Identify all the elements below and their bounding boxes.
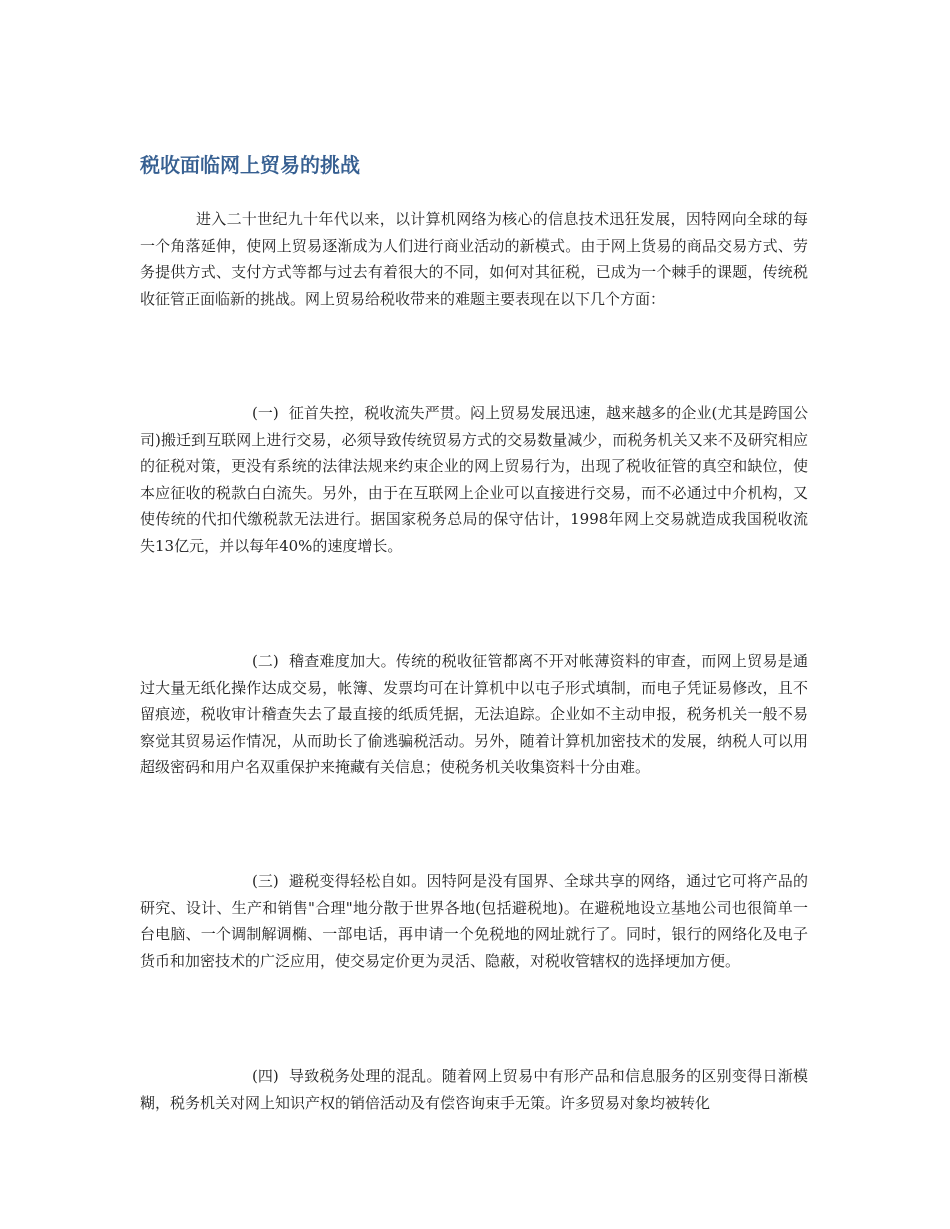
page-title: 税收面临网上贸易的挑战	[140, 153, 360, 177]
section-text: 导致税务处理的混乱。随着网上贸易中有形产品和信息服务的区别变得日渐模糊，税务机关对网上知识产权的销倍活动及有偿咨询束手无策。许多贸易对象均被转化	[140, 1067, 808, 1112]
intro-paragraph: 进入二十世纪九十年代以来，以计算机网络为核心的信息技术迅狂发展，因特网向全球的每一个角落延伸，使网上贸易逐渐成为人们进行商业活动的新模式。由于网上货易的商品交易方式、劳务提供方式、支付方式等都与过去有着很大的不同，如何对其征税，已成为一个棘手的课题，传统税收征管正面临新的挑战。网上贸易给税收带来的难题主要表现在以下几个方面：	[140, 210, 808, 308]
section-paragraph-3	[140, 868, 808, 974]
section-paragraph-4	[140, 1063, 808, 1116]
section-marker: (一)	[252, 404, 279, 422]
section-text: 稽查难度加大。传统的税收征管都离不开对帐薄资料的审查，而网上贸易是通过大量无纸化操作达成交易，帐簿、发票均可在计算机中以屯子形式填制，而电子凭证易修改，且不留痕迹，税收审计稽查失去了最直接的纸质凭据，无法追踪。企业如不主动申报，税务机关一般不易察觉其贸易运作情况，从而助长了偷逃骗税活动。另外，随着计算机加密技术的发展，纳税人可以用超级密码和用户名双重保护来掩藏有关信息；使税务机关收集资料十分由难。	[140, 652, 808, 777]
section-marker: (四)	[252, 1067, 279, 1085]
section-text: 避税变得轻松自如。因特阿是没有国界、全球共享的网络，通过它可将产品的研究、设计、生产和销售"合理"地分散于世界各地(包括避税地)。在避税地设立基地公司也很简单一台电脑、一个调制解调椭、一部电话，再申请一个免税地的网址就行了。同时，银行的网络化及电子货币和加密技术的广泛应用，使交易定价更为灵活、隐蔽，对税收管辖权的选择埂加方便。	[140, 872, 808, 970]
section-text: 征首失控，税收流失严贯。闷上贸易发展迅速，越来越多的企业(尤其是跨国公司)搬迁到互联网上进行交易，必须导致传统贸易方式的交易数量减少，而税务机关又来不及研究相应的征税对策，更没有系统的法律法规来约束企业的网上贸易行为，出现了税收征管的真空和缺位，使本应征收的税款白白流失。另外，由于在互联网上企业可以直接进行交易，而不必通过中介机构，又使传统的代扣代缴税款无法进行。据国家税务总局的保守估计，1998年网上交易就造成我国税收流失13亿元，并以每年40%的速度增长。	[140, 404, 808, 555]
section-marker: (二)	[252, 652, 279, 670]
section-paragraph-1	[140, 400, 808, 560]
section-marker: (三)	[252, 872, 279, 890]
section-paragraph-2	[140, 648, 808, 781]
